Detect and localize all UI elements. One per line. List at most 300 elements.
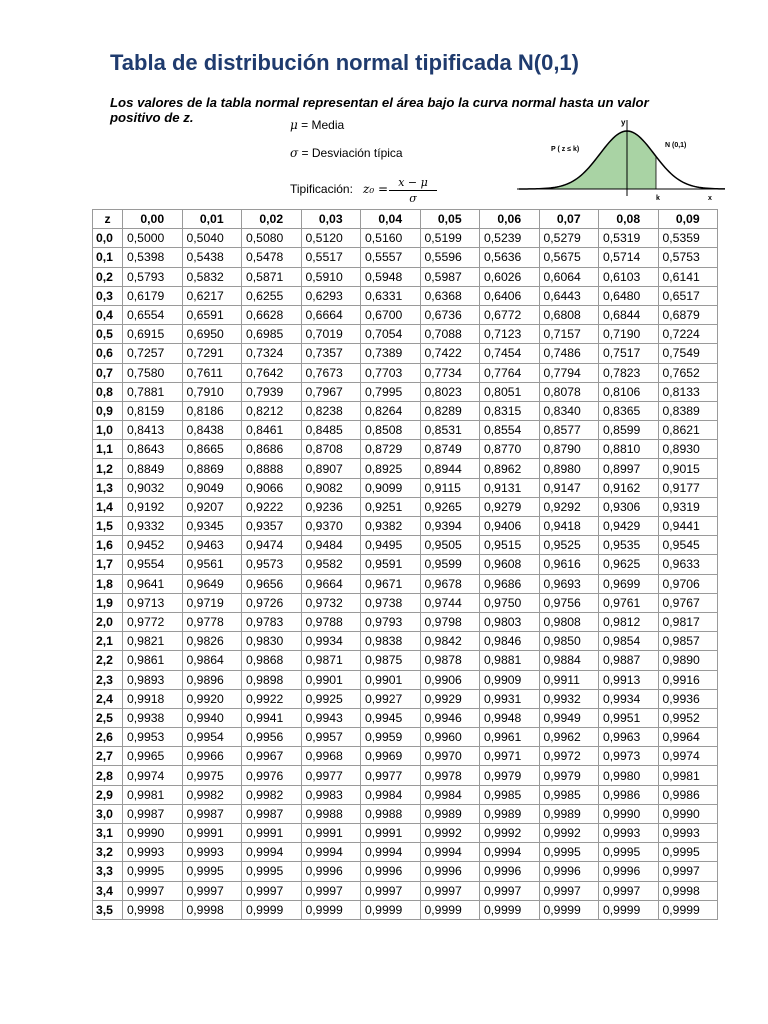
probability-cell: 0,9394 — [420, 517, 480, 536]
probability-cell: 0,9995 — [182, 862, 242, 881]
probability-cell: 0,9940 — [182, 708, 242, 727]
probability-cell: 0,7291 — [182, 344, 242, 363]
row-z-value: 0,1 — [93, 248, 123, 267]
probability-cell: 0,5753 — [658, 248, 718, 267]
probability-cell: 0,9192 — [123, 497, 183, 516]
table-row — [93, 593, 718, 612]
probability-cell: 0,9222 — [242, 497, 302, 516]
table-row — [93, 325, 718, 344]
probability-cell: 0,5714 — [599, 248, 659, 267]
row-z-value: 1,0 — [93, 421, 123, 440]
probability-cell: 0,8810 — [599, 440, 659, 459]
probability-cell: 0,6443 — [539, 286, 599, 305]
column-header: 0,08 — [599, 210, 659, 229]
probability-cell: 0,9463 — [182, 536, 242, 555]
probability-cell: 0,9998 — [182, 900, 242, 919]
row-z-value: 0,4 — [93, 305, 123, 324]
row-z-value: 3,3 — [93, 862, 123, 881]
probability-cell: 0,9963 — [599, 728, 659, 747]
column-header: 0,09 — [658, 210, 718, 229]
probability-cell: 0,7673 — [301, 363, 361, 382]
probability-cell: 0,6808 — [539, 305, 599, 324]
probability-cell: 0,9778 — [182, 612, 242, 631]
column-header: 0,03 — [301, 210, 361, 229]
probability-cell: 0,9131 — [480, 478, 540, 497]
probability-cell: 0,8438 — [182, 421, 242, 440]
probability-cell: 0,9999 — [361, 900, 421, 919]
probability-cell: 0,8729 — [361, 440, 421, 459]
probability-cell: 0,9767 — [658, 593, 718, 612]
probability-cell: 0,9099 — [361, 478, 421, 497]
table-row — [93, 824, 718, 843]
probability-cell: 0,5438 — [182, 248, 242, 267]
probability-cell: 0,9972 — [539, 747, 599, 766]
probability-cell: 0,9969 — [361, 747, 421, 766]
probability-cell: 0,9066 — [242, 478, 302, 497]
probability-cell: 0,9918 — [123, 689, 183, 708]
probability-cell: 0,8264 — [361, 401, 421, 420]
row-z-value: 0,6 — [93, 344, 123, 363]
probability-cell: 0,9988 — [361, 804, 421, 823]
probability-cell: 0,9890 — [658, 651, 718, 670]
column-header-z: z — [93, 210, 123, 229]
table-row — [93, 344, 718, 363]
probability-cell: 0,8508 — [361, 421, 421, 440]
probability-cell: 0,8930 — [658, 440, 718, 459]
probability-cell: 0,5359 — [658, 229, 718, 248]
probability-cell: 0,9995 — [658, 843, 718, 862]
probability-cell: 0,5636 — [480, 248, 540, 267]
probability-cell: 0,5319 — [599, 229, 659, 248]
table-row — [93, 881, 718, 900]
probability-cell: 0,9989 — [420, 804, 480, 823]
probability-cell: 0,8749 — [420, 440, 480, 459]
probability-cell: 0,9931 — [480, 689, 540, 708]
probability-cell: 0,6103 — [599, 267, 659, 286]
probability-cell: 0,9997 — [123, 881, 183, 900]
probability-cell: 0,8907 — [301, 459, 361, 478]
table-row — [93, 670, 718, 689]
probability-cell: 0,9495 — [361, 536, 421, 555]
probability-cell: 0,9772 — [123, 612, 183, 631]
probability-cell: 0,9699 — [599, 574, 659, 593]
probability-cell: 0,7389 — [361, 344, 421, 363]
probability-cell: 0,6985 — [242, 325, 302, 344]
table-row — [93, 421, 718, 440]
probability-cell: 0,8485 — [301, 421, 361, 440]
prob-label: P ( z ≤ k) — [551, 146, 580, 153]
probability-cell: 0,9319 — [658, 497, 718, 516]
probability-cell: 0,9981 — [658, 766, 718, 785]
probability-cell: 0,9990 — [123, 824, 183, 843]
probability-cell: 0,9177 — [658, 478, 718, 497]
probability-cell: 0,9936 — [658, 689, 718, 708]
probability-cell: 0,9265 — [420, 497, 480, 516]
probability-cell: 0,9251 — [361, 497, 421, 516]
table-row — [93, 517, 718, 536]
probability-cell: 0,6915 — [123, 325, 183, 344]
row-z-value: 0,3 — [93, 286, 123, 305]
probability-cell: 0,9830 — [242, 632, 302, 651]
row-z-value: 3,1 — [93, 824, 123, 843]
row-z-value: 2,6 — [93, 728, 123, 747]
probability-cell: 0,9236 — [301, 497, 361, 516]
probability-cell: 0,9625 — [599, 555, 659, 574]
probability-cell: 0,9954 — [182, 728, 242, 747]
probability-cell: 0,8159 — [123, 401, 183, 420]
probability-cell: 0,5987 — [420, 267, 480, 286]
probability-cell: 0,5279 — [539, 229, 599, 248]
probability-cell: 0,6217 — [182, 286, 242, 305]
probability-cell: 0,7454 — [480, 344, 540, 363]
probability-cell: 0,9979 — [539, 766, 599, 785]
probability-cell: 0,9996 — [420, 862, 480, 881]
table-row — [93, 497, 718, 516]
table-row — [93, 440, 718, 459]
probability-cell: 0,8461 — [242, 421, 302, 440]
probability-cell: 0,6591 — [182, 305, 242, 324]
probability-cell: 0,9948 — [480, 708, 540, 727]
probability-cell: 0,9999 — [301, 900, 361, 919]
probability-cell: 0,6554 — [123, 305, 183, 324]
probability-cell: 0,6026 — [480, 267, 540, 286]
table-row — [93, 843, 718, 862]
probability-cell: 0,8289 — [420, 401, 480, 420]
probability-cell: 0,9983 — [301, 785, 361, 804]
row-z-value: 2,8 — [93, 766, 123, 785]
probability-cell: 0,9993 — [599, 824, 659, 843]
probability-cell: 0,9525 — [539, 536, 599, 555]
probability-cell: 0,9370 — [301, 517, 361, 536]
probability-cell: 0,9664 — [301, 574, 361, 593]
table-row — [93, 804, 718, 823]
probability-cell: 0,9978 — [420, 766, 480, 785]
probability-cell: 0,9994 — [480, 843, 540, 862]
probability-cell: 0,7764 — [480, 363, 540, 382]
probability-cell: 0,9999 — [420, 900, 480, 919]
formula-denominator: σ — [409, 192, 417, 205]
probability-cell: 0,6141 — [658, 267, 718, 286]
row-z-value: 0,9 — [93, 401, 123, 420]
probability-cell: 0,6293 — [301, 286, 361, 305]
formula-lhs: z₀ = — [363, 182, 389, 196]
probability-cell: 0,9920 — [182, 689, 242, 708]
probability-cell: 0,9968 — [301, 747, 361, 766]
probability-cell: 0,9821 — [123, 632, 183, 651]
probability-cell: 0,9945 — [361, 708, 421, 727]
probability-cell: 0,9582 — [301, 555, 361, 574]
probability-cell: 0,8997 — [599, 459, 659, 478]
probability-cell: 0,9961 — [480, 728, 540, 747]
probability-cell: 0,8413 — [123, 421, 183, 440]
probability-cell: 0,9991 — [182, 824, 242, 843]
probability-cell: 0,9808 — [539, 612, 599, 631]
probability-cell: 0,9953 — [123, 728, 183, 747]
row-z-value: 2,2 — [93, 651, 123, 670]
table-row — [93, 862, 718, 881]
mu-symbol: μ — [290, 118, 298, 132]
probability-cell: 0,7939 — [242, 382, 302, 401]
probability-cell: 0,8980 — [539, 459, 599, 478]
probability-cell: 0,8944 — [420, 459, 480, 478]
probability-cell: 0,9732 — [301, 593, 361, 612]
probability-cell: 0,9641 — [123, 574, 183, 593]
column-header: 0,00 — [123, 210, 183, 229]
page-title: Tabla de distribución normal tipificada N(0,1) — [110, 50, 579, 75]
probability-cell: 0,5239 — [480, 229, 540, 248]
row-z-value: 0,2 — [93, 267, 123, 286]
probability-cell: 0,9713 — [123, 593, 183, 612]
probability-cell: 0,9452 — [123, 536, 183, 555]
probability-cell: 0,9750 — [480, 593, 540, 612]
row-z-value: 0,7 — [93, 363, 123, 382]
probability-cell: 0,9898 — [242, 670, 302, 689]
probability-cell: 0,9946 — [420, 708, 480, 727]
probability-cell: 0,9977 — [361, 766, 421, 785]
probability-cell: 0,9162 — [599, 478, 659, 497]
probability-cell: 0,6179 — [123, 286, 183, 305]
probability-cell: 0,9970 — [420, 747, 480, 766]
probability-cell: 0,7652 — [658, 363, 718, 382]
probability-cell: 0,8554 — [480, 421, 540, 440]
row-z-value: 1,2 — [93, 459, 123, 478]
row-z-value: 1,3 — [93, 478, 123, 497]
probability-cell: 0,9992 — [480, 824, 540, 843]
column-header: 0,06 — [480, 210, 540, 229]
probability-cell: 0,9995 — [123, 862, 183, 881]
probability-cell: 0,9719 — [182, 593, 242, 612]
probability-cell: 0,9854 — [599, 632, 659, 651]
probability-cell: 0,7054 — [361, 325, 421, 344]
table-row — [93, 305, 718, 324]
probability-cell: 0,9987 — [123, 804, 183, 823]
probability-cell: 0,7123 — [480, 325, 540, 344]
row-z-value: 3,2 — [93, 843, 123, 862]
probability-cell: 0,9871 — [301, 651, 361, 670]
probability-cell: 0,9916 — [658, 670, 718, 689]
probability-cell: 0,8531 — [420, 421, 480, 440]
probability-cell: 0,6950 — [182, 325, 242, 344]
probability-cell: 0,9995 — [539, 843, 599, 862]
table-row — [93, 382, 718, 401]
probability-cell: 0,9474 — [242, 536, 302, 555]
probability-cell: 0,9993 — [123, 843, 183, 862]
probability-cell: 0,9989 — [539, 804, 599, 823]
probability-cell: 0,9989 — [480, 804, 540, 823]
z-table — [92, 209, 718, 920]
tipificacion-formula — [290, 176, 440, 208]
probability-cell: 0,9911 — [539, 670, 599, 689]
probability-cell: 0,9726 — [242, 593, 302, 612]
normal-curve-figure — [515, 116, 730, 206]
probability-cell: 0,9049 — [182, 478, 242, 497]
curve-label: N (0,1) — [665, 142, 687, 149]
probability-cell: 0,9994 — [361, 843, 421, 862]
probability-cell: 0,9826 — [182, 632, 242, 651]
probability-cell: 0,8051 — [480, 382, 540, 401]
probability-cell: 0,9997 — [182, 881, 242, 900]
probability-cell: 0,9922 — [242, 689, 302, 708]
probability-cell: 0,9984 — [420, 785, 480, 804]
probability-cell: 0,5478 — [242, 248, 302, 267]
probability-cell: 0,9962 — [539, 728, 599, 747]
probability-cell: 0,9967 — [242, 747, 302, 766]
probability-cell: 0,9535 — [599, 536, 659, 555]
probability-cell: 0,6628 — [242, 305, 302, 324]
table-row — [93, 785, 718, 804]
probability-cell: 0,9964 — [658, 728, 718, 747]
probability-cell: 0,9887 — [599, 651, 659, 670]
probability-cell: 0,7967 — [301, 382, 361, 401]
column-header: 0,02 — [242, 210, 302, 229]
table-row — [93, 229, 718, 248]
probability-cell: 0,8340 — [539, 401, 599, 420]
probability-cell: 0,7224 — [658, 325, 718, 344]
probability-cell: 0,8708 — [301, 440, 361, 459]
formula-fraction — [389, 176, 437, 205]
probability-cell: 0,6406 — [480, 286, 540, 305]
probability-cell: 0,9966 — [182, 747, 242, 766]
probability-cell: 0,9934 — [301, 632, 361, 651]
probability-cell: 0,9756 — [539, 593, 599, 612]
column-header: 0,07 — [539, 210, 599, 229]
probability-cell: 0,9901 — [361, 670, 421, 689]
probability-cell: 0,9974 — [658, 747, 718, 766]
shaded-area — [519, 131, 656, 189]
probability-cell: 0,9979 — [480, 766, 540, 785]
column-header: 0,01 — [182, 210, 242, 229]
probability-cell: 0,8238 — [301, 401, 361, 420]
probability-cell: 0,9994 — [301, 843, 361, 862]
probability-cell: 0,9484 — [301, 536, 361, 555]
probability-cell: 0,9951 — [599, 708, 659, 727]
probability-cell: 0,5910 — [301, 267, 361, 286]
probability-cell: 0,9633 — [658, 555, 718, 574]
probability-cell: 0,9995 — [599, 843, 659, 862]
probability-cell: 0,9909 — [480, 670, 540, 689]
probability-cell: 0,9971 — [480, 747, 540, 766]
probability-cell: 0,7734 — [420, 363, 480, 382]
probability-cell: 0,7324 — [242, 344, 302, 363]
probability-cell: 0,9925 — [301, 689, 361, 708]
probability-cell: 0,9147 — [539, 478, 599, 497]
table-row — [93, 574, 718, 593]
probability-cell: 0,8078 — [539, 382, 599, 401]
table-row — [93, 689, 718, 708]
table-row — [93, 651, 718, 670]
probability-cell: 0,9987 — [242, 804, 302, 823]
table-body — [93, 229, 718, 920]
probability-cell: 0,5675 — [539, 248, 599, 267]
probability-cell: 0,9994 — [420, 843, 480, 862]
probability-cell: 0,9941 — [242, 708, 302, 727]
probability-cell: 0,9987 — [182, 804, 242, 823]
probability-cell: 0,9332 — [123, 517, 183, 536]
probability-cell: 0,9082 — [301, 478, 361, 497]
probability-cell: 0,6664 — [301, 305, 361, 324]
probability-cell: 0,9975 — [182, 766, 242, 785]
probability-cell: 0,6700 — [361, 305, 421, 324]
probability-cell: 0,8577 — [539, 421, 599, 440]
row-z-value: 2,0 — [93, 612, 123, 631]
probability-cell: 0,7422 — [420, 344, 480, 363]
row-z-value: 1,6 — [93, 536, 123, 555]
probability-cell: 0,9878 — [420, 651, 480, 670]
probability-cell: 0,6772 — [480, 305, 540, 324]
row-z-value: 0,8 — [93, 382, 123, 401]
probability-cell: 0,9846 — [480, 632, 540, 651]
probability-cell: 0,9842 — [420, 632, 480, 651]
probability-cell: 0,9706 — [658, 574, 718, 593]
probability-cell: 0,9678 — [420, 574, 480, 593]
probability-cell: 0,8621 — [658, 421, 718, 440]
probability-cell: 0,5080 — [242, 229, 302, 248]
probability-cell: 0,9896 — [182, 670, 242, 689]
probability-cell: 0,9599 — [420, 555, 480, 574]
probability-cell: 0,9850 — [539, 632, 599, 651]
probability-cell: 0,9995 — [242, 862, 302, 881]
probability-cell: 0,9999 — [242, 900, 302, 919]
probability-cell: 0,9997 — [420, 881, 480, 900]
probability-cell: 0,9990 — [599, 804, 659, 823]
probability-cell: 0,6368 — [420, 286, 480, 305]
probability-cell: 0,9999 — [658, 900, 718, 919]
probability-cell: 0,9817 — [658, 612, 718, 631]
probability-cell: 0,9345 — [182, 517, 242, 536]
probability-cell: 0,5517 — [301, 248, 361, 267]
probability-cell: 0,9418 — [539, 517, 599, 536]
probability-cell: 0,9992 — [420, 824, 480, 843]
probability-cell: 0,9991 — [301, 824, 361, 843]
table-row — [93, 248, 718, 267]
probability-cell: 0,7794 — [539, 363, 599, 382]
probability-cell: 0,5398 — [123, 248, 183, 267]
probability-cell: 0,9207 — [182, 497, 242, 516]
probability-cell: 0,9977 — [301, 766, 361, 785]
probability-cell: 0,7703 — [361, 363, 421, 382]
table-row — [93, 459, 718, 478]
probability-cell: 0,9515 — [480, 536, 540, 555]
probability-cell: 0,9868 — [242, 651, 302, 670]
probability-cell: 0,9693 — [539, 574, 599, 593]
probability-cell: 0,9864 — [182, 651, 242, 670]
probability-cell: 0,9996 — [599, 862, 659, 881]
probability-cell: 0,9984 — [361, 785, 421, 804]
column-header: 0,05 — [420, 210, 480, 229]
probability-cell: 0,5871 — [242, 267, 302, 286]
probability-cell: 0,9993 — [658, 824, 718, 843]
row-z-value: 2,9 — [93, 785, 123, 804]
probability-cell: 0,9993 — [182, 843, 242, 862]
probability-cell: 0,9996 — [301, 862, 361, 881]
row-z-value: 1,5 — [93, 517, 123, 536]
probability-cell: 0,9952 — [658, 708, 718, 727]
probability-cell: 0,9994 — [242, 843, 302, 862]
table-row — [93, 536, 718, 555]
probability-cell: 0,9788 — [301, 612, 361, 631]
row-z-value: 2,1 — [93, 632, 123, 651]
probability-cell: 0,9115 — [420, 478, 480, 497]
row-z-value: 3,0 — [93, 804, 123, 823]
probability-cell: 0,9306 — [599, 497, 659, 516]
probability-cell: 0,9998 — [658, 881, 718, 900]
probability-cell: 0,9554 — [123, 555, 183, 574]
row-z-value: 2,3 — [93, 670, 123, 689]
row-z-value: 1,8 — [93, 574, 123, 593]
probability-cell: 0,8315 — [480, 401, 540, 420]
table-header-row — [93, 210, 718, 229]
probability-cell: 0,8643 — [123, 440, 183, 459]
